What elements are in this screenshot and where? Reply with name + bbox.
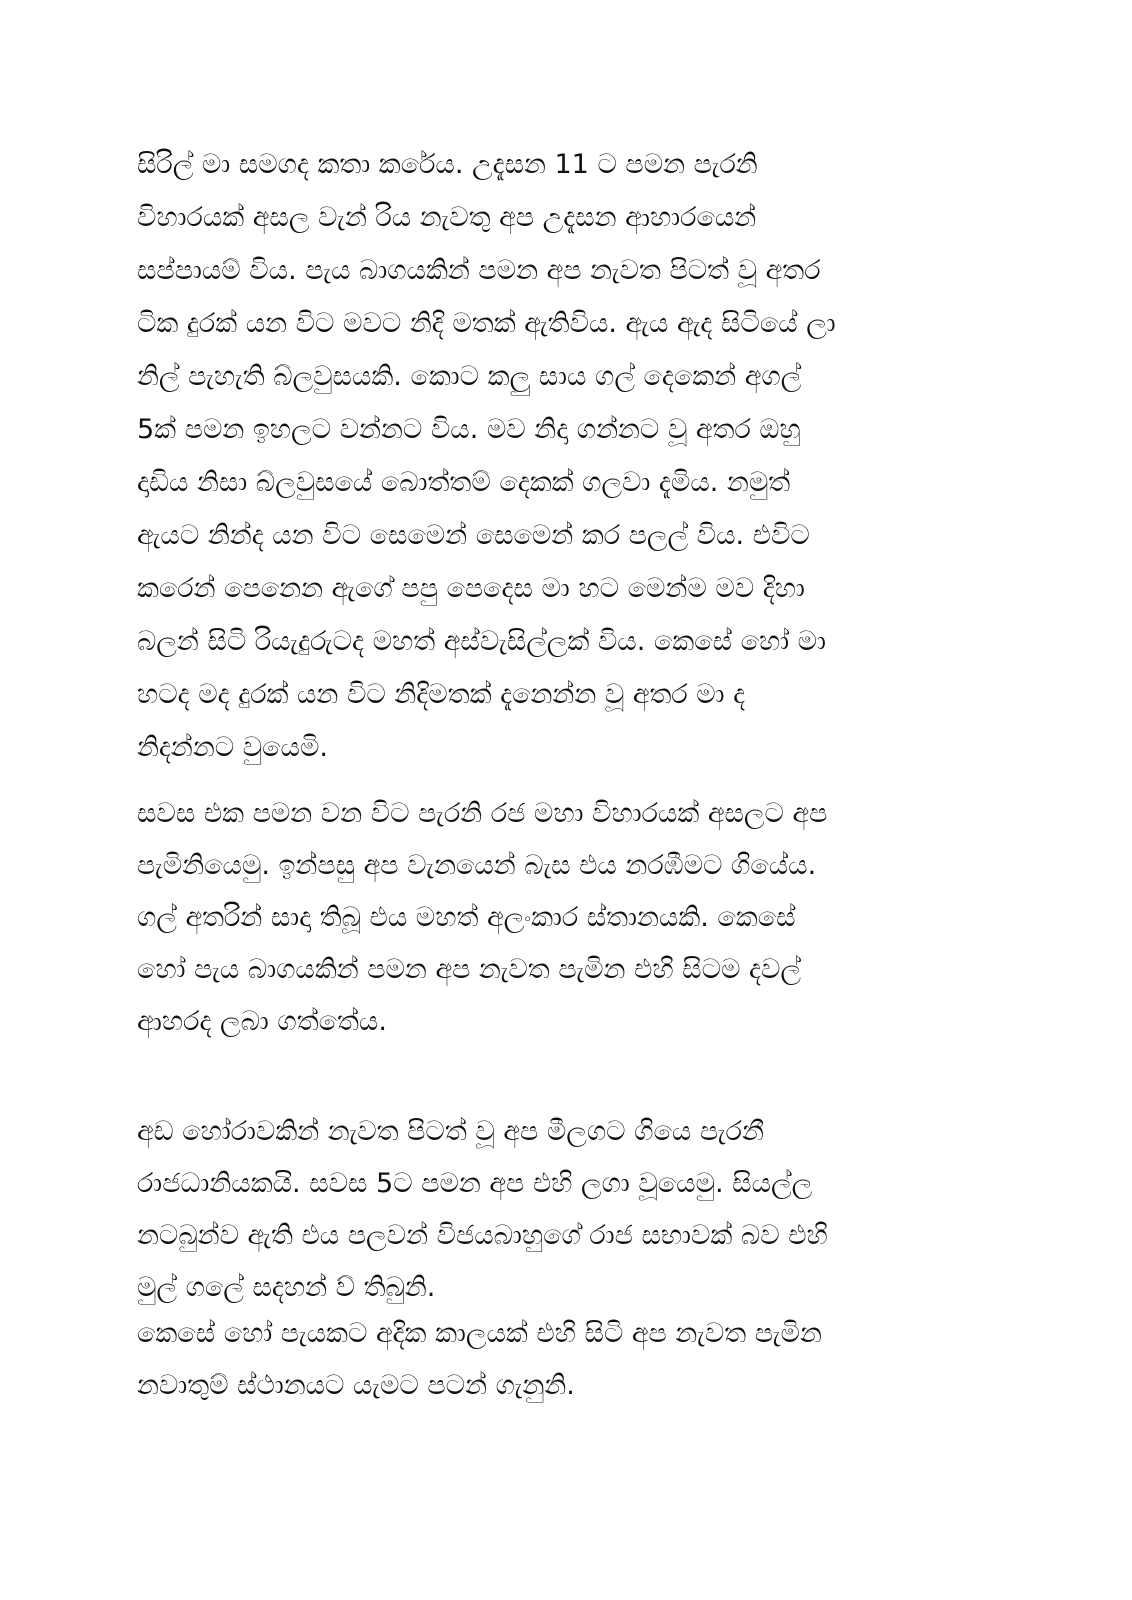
paragraph-1: සිරිල් මා සමගද කතා කරේය. උදැසන 11 ට පමන පැරනි විහාරයක් අසල වැන් රිය නැවතු අප උදැසන ආහාරයෙන් සප්පායම් විය. පැය බාගයකින් පමන අප නැවත පිටත් වූ අතර ටික දුරක් යන විට මවට නිදි මතක් ඇතිවිය. ඇය ඇද සිටියේ ලා නිල් පැහැති බ්ලවුසයකි. කොට කලු සාය ගල් දෙකෙන් අගල් 5ක් පමන ඉහලට වන්නට විය. මව නිදා ගන්නට වූ අතර ඔහු දාඩිය නිසා බ්ලවුසයේ බොත්තම් දෙකක් ගලවා දැමිය. නමුත් ඇයට නින්ද යන විට සෙමෙන් සෙමෙන් කර පලල් විය. එවිට කරෙන් පෙනෙන ඇගේ පපු පෙදෙස මා හට මෙන්ම මව දිහා බලන් සිටි රියැදුරුටද මහත් අස්වැසිල්ලක් විය. කෙසේ හෝ මා හටද මද දුරක් යන විට නිදිමතක් දැනෙන්න වූ අතර මා ද නිදන්නට වුයෙමි. — [137, 149, 836, 763]
paragraph-3: අඩ හෝරාවකින් නැවත පිටත් වූ අප මීලගට ගියෙ පැරනී රාජධානියකයි. සවස 5ට පමන අප එහි ලගා වූයෙමු. සියල්ල නටබුන්ව ඇති එය පලවන් විජයබාහුගේ රාජ සභාවක් බව එහි මුල් ගලේ සදහන් ව් තිබුනි. — [137, 1116, 828, 1303]
paragraph-4: කෙසේ හෝ පැයකට අදික කාලයක් එහි සිටි අප නැවත පැමින නවාතුම් ස්ථානයට යැමට පටන් ගැනුනි. — [137, 1318, 822, 1401]
paragraph-2: සවස එක පමන වන විට පැරනි රජ මහා විහාරයක් අසලට අප පැමිනියෙමු. ඉන්පසු අප වැනයෙන් බැස එය නරඹීමට ගියේය. ගල් අතරින් සාදා තිබූ එය මහත් අලංකාර ස්තානයකි. කෙසේ හෝ පැය බාගයකින් පමන අප නැවත පැමින එහි සිටම දවල් ආහරද ලබා ගත්තේය. — [137, 798, 828, 1037]
